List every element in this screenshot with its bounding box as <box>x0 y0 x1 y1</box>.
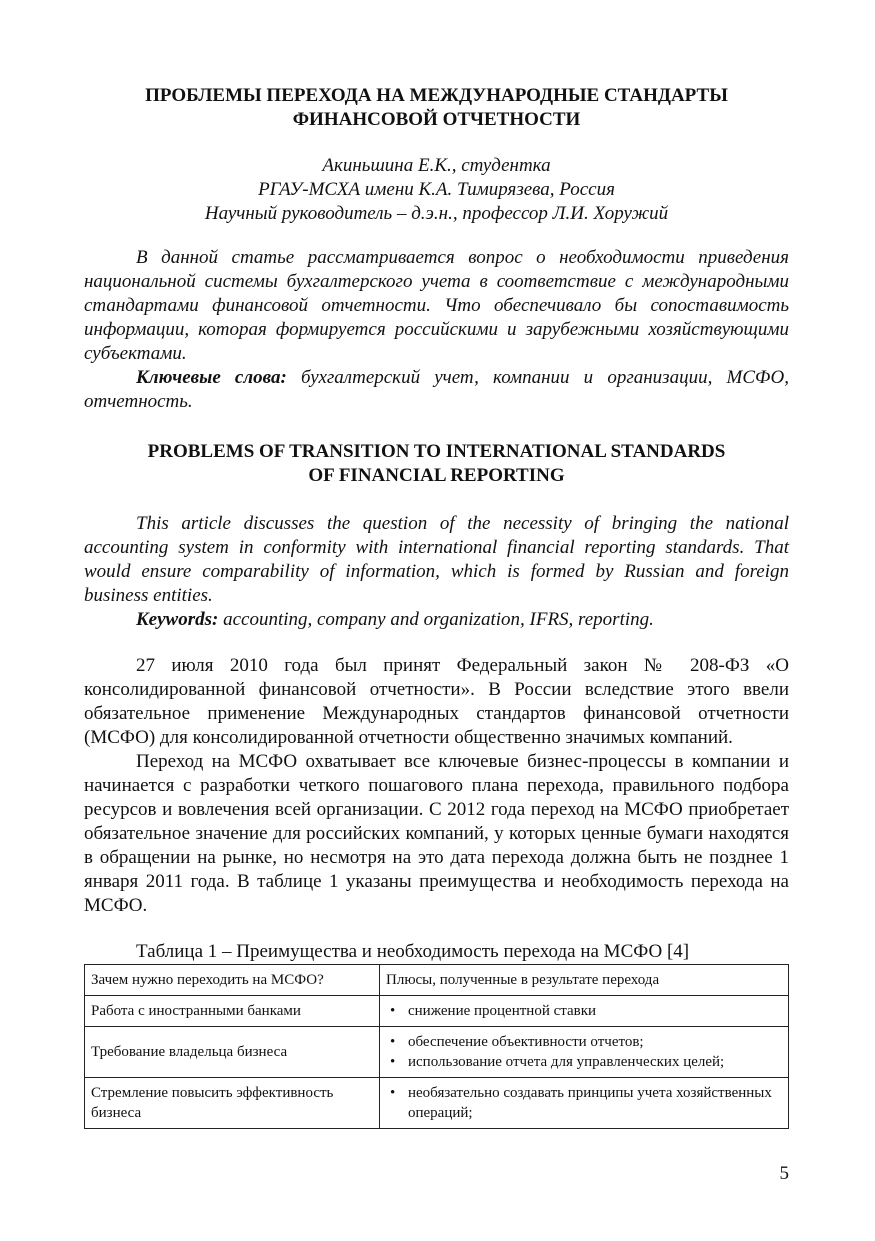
author-affiliation: РГАУ-МСХА имени К.А. Тимирязева, Россия <box>258 179 615 200</box>
author-supervisor: Научный руководитель – д.э.н., профессор Л.И. Хоружий <box>204 203 669 224</box>
en-title-line1: PROBLEMS OF TRANSITION TO INTERNATIONAL STANDARDS <box>147 441 726 462</box>
table-benefits-cell <box>380 996 789 1027</box>
benefits-list <box>386 1032 782 1072</box>
ru-keywords-label: Ключевые слова: <box>136 367 287 388</box>
table-benefits-cell <box>380 1078 789 1129</box>
en-title-line2: OF FINANCIAL REPORTING <box>308 465 565 486</box>
table-row <box>85 1078 789 1129</box>
table-header-cell: Зачем нужно переходить на МСФО? <box>85 965 380 996</box>
ru-title-line1: ПРОБЛЕМЫ ПЕРЕХОДА НА МЕЖДУНАРОДНЫЕ СТАНДАРТЫ <box>145 85 728 106</box>
ru-keywords <box>84 366 789 414</box>
author-name: Акиньшина Е.К., студентка <box>322 155 551 176</box>
table-reason-cell: Работа с иностранными банками <box>85 996 380 1027</box>
benefit-item: • обеспечение объективности отчетов; <box>386 1032 782 1052</box>
benefit-item: • снижение процентной ставки <box>386 1001 782 1021</box>
ru-abstract <box>84 246 789 414</box>
benefits-table <box>84 964 789 1129</box>
body-paragraph-2: Переход на МСФО охватывает все ключевые бизнес-процессы в компании и начинается с разработки четкого пошагового плана перехода, правильного подбора ресурсов и вовлечения всей организации. С 2012 года переход на МСФО приобретает обязательное значение для российских компаний, у которых ценные бумаги находятся в обращении на рынке, но несмотря на это дата перехода должна быть не позднее 1 января 2011 года. В таблице 1 указаны преимущества и необходимость перехода на МСФО. <box>84 751 789 916</box>
table-header-row <box>85 965 789 996</box>
benefits-list <box>386 1001 782 1021</box>
ru-title <box>84 84 789 132</box>
author-block <box>84 154 789 226</box>
table-row <box>85 1027 789 1078</box>
table-benefits-cell <box>380 1027 789 1078</box>
table-reason-cell: Стремление повысить эффективность бизнеса <box>85 1078 380 1129</box>
en-abstract <box>84 512 789 632</box>
ru-title-line2: ФИНАНСОВОЙ ОТЧЕТНОСТИ <box>292 109 581 130</box>
ru-keywords-text: бухгалтерский учет, компании и организации, МСФО, отчетность. <box>84 367 789 412</box>
ru-abstract-text: В данной статье рассматривается вопрос о необходимости приведения национальной системы бухгалтерского учета в соответствие с международными стандартами финансовой отчетности. Что обеспечивало бы сопоставимость информации, которая формируется российскими и зарубежными хозяйствующими субъектами. <box>84 247 789 364</box>
en-abstract-text: This article discusses the question of the necessity of bringing the national accounting system in conformity with international financial reporting standards. That would ensure comparability of information, which is formed by Russian and foreign business entities. <box>84 513 789 606</box>
benefit-item: • использование отчета для управленческих целей; <box>386 1052 782 1072</box>
table-header-cell: Плюсы, полученные в результате перехода <box>380 965 789 996</box>
table-caption: Таблица 1 – Преимущества и необходимость перехода на МСФО [4] <box>136 941 690 962</box>
body-text <box>84 654 789 918</box>
en-keywords-label: Keywords: <box>136 609 219 630</box>
benefits-list <box>386 1083 782 1123</box>
en-keywords <box>84 608 789 632</box>
table-row <box>85 996 789 1027</box>
page-number: 5 <box>779 1163 789 1184</box>
en-keywords-text: accounting, company and organization, IFRS, reporting. <box>218 609 654 630</box>
body-paragraph-1: 27 июля 2010 года был принят Федеральный закон № 208-ФЗ «О консолидированной финансовой отчетности». В России вследствие этого ввели обязательное применение Международных стандартов финансовой отчетности (МСФО) для консолидированной отчетности общественно значимых компаний. <box>84 655 789 748</box>
benefit-item: • необязательно создавать принципы учета хозяйственных операций; <box>386 1083 782 1123</box>
table-reason-cell: Требование владельца бизнеса <box>85 1027 380 1078</box>
en-title <box>84 440 789 488</box>
